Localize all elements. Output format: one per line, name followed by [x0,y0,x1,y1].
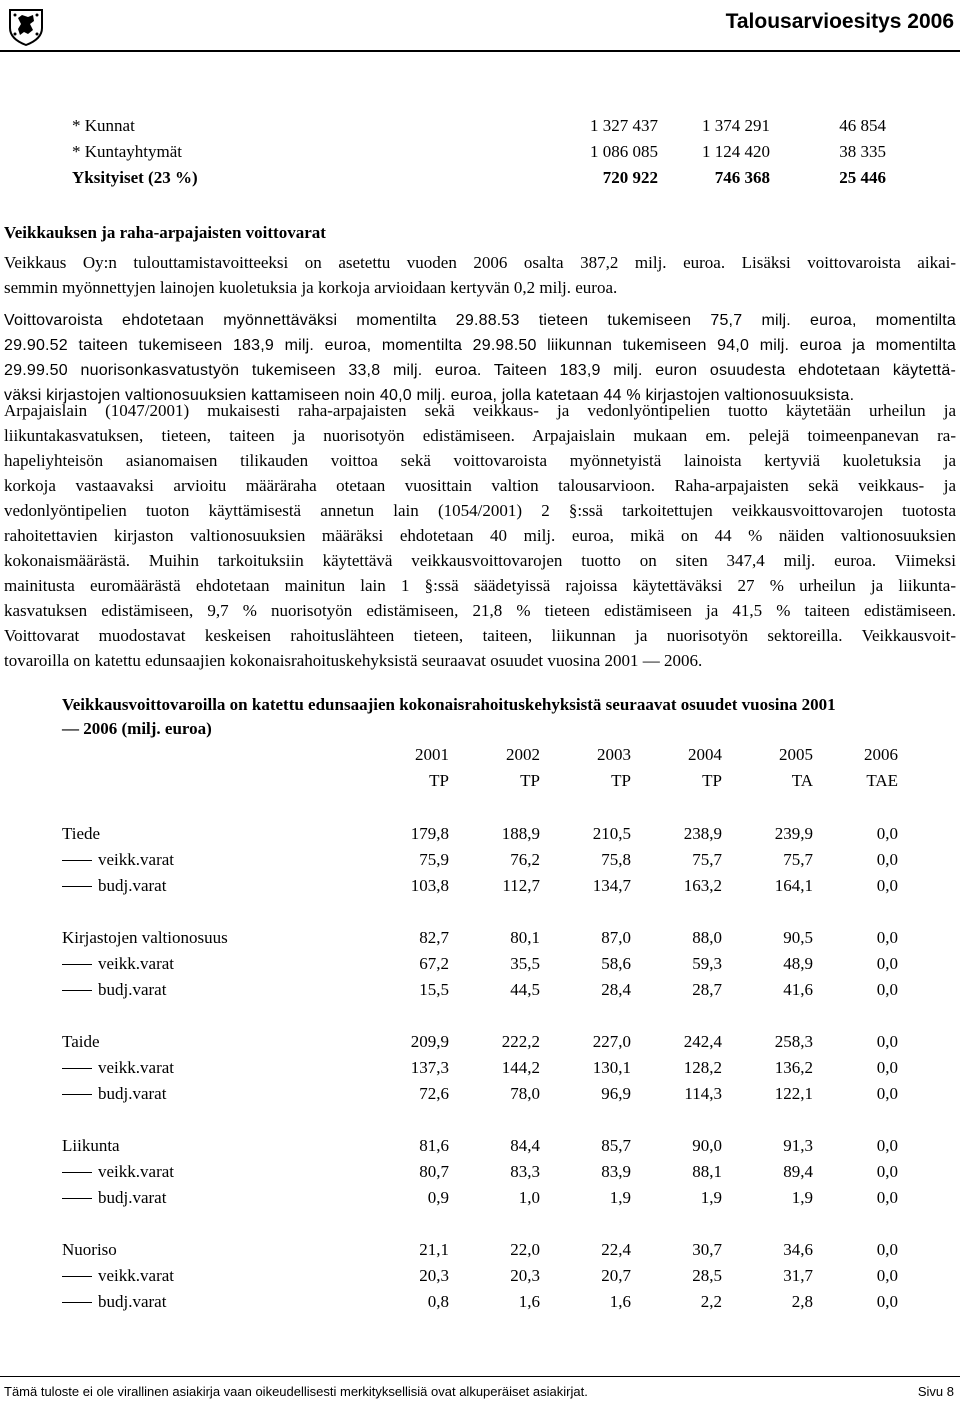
table-cell: 21,1 [419,1240,449,1259]
table-cell: 242,4 [683,1032,722,1051]
paragraph-line: 29.99.50 nuorisonkasvatustyön tukemiseen 33,8 milj. euroa. Taiteen 183,9 milj. euron osuudesta ehdotetaan käytettä- [4,362,956,379]
paragraph-line: tovaroilla on katettu edunsaajien kokonaisrahoituskehyksistä seuraavat osuudet vuosina 2001 — 2006. [4,651,703,670]
table-cell: 137,3 [410,1058,449,1077]
paragraph-line: Arpajaislain (1047/2001) mukaisesti raha-arpajaisten sekä veikkaus- ja vedonlyöntipelien tuotto käytetään urheilun ja [4,401,956,420]
row-label: veikk.varat [98,954,174,973]
table-row [62,1237,117,1262]
year-header: 2003 [597,745,631,764]
table-cell: 1 327 437 [590,116,658,135]
table-cell: 114,3 [684,1084,722,1103]
coat-of-arms-logo [6,6,46,46]
section-heading: Veikkauksen ja raha-arpajaisten voittovarat [4,223,326,242]
table-cell: 112,7 [502,876,540,895]
table-cell: 75,7 [783,850,813,869]
table-row [62,847,174,872]
table-cell: 48,9 [783,954,813,973]
table-cell: 720 922 [602,168,658,187]
type-header: TAE [866,771,898,790]
table-row [62,977,166,1002]
table-row [62,925,228,950]
row-label: Nuoriso [62,1240,117,1259]
table-row [62,1133,120,1158]
table-cell: 78,0 [510,1084,540,1103]
table-cell: 83,3 [510,1162,540,1181]
table-cell: 2,2 [700,1292,722,1311]
paragraph-line: 29.90.52 taiteen tukemiseen 183,9 milj. euroa, momentilta 29.98.50 liikunnan tukemiseen 94,0 milj. euroa ja momentilta [4,337,956,354]
table-cell: 87,0 [601,928,631,947]
table-cell: 1,9 [609,1188,631,1207]
table-cell: 1 374 291 [702,116,770,135]
year-header: 2001 [415,745,449,764]
table-cell: 28,4 [601,980,631,999]
table-row [62,1263,174,1288]
paragraph-line: Voittovaroista ehdotetaan myönnettäväksi momentilta 29.88.53 tieteen tukemiseen 75,7 milj. euroa, momentilta [4,312,956,329]
table-cell: 28,7 [692,980,722,999]
year-header: 2002 [506,745,540,764]
table-row [62,1081,166,1106]
footer-disclaimer: Tämä tuloste ei ole virallinen asiakirja vaan oikeudellisesti merkityksellisiä ovat alkuperäiset asiakirjat. [4,1384,588,1399]
table-cell: 20,3 [510,1266,540,1285]
table-cell: 59,3 [692,954,722,973]
table-cell: 2,8 [791,1292,813,1311]
table-cell: 75,9 [419,850,449,869]
table-cell: 0,0 [876,1266,898,1285]
table-cell: 0,0 [876,850,898,869]
table-row [62,1159,174,1184]
table-cell: 20,3 [419,1266,449,1285]
table-row [62,1289,166,1314]
table-cell: 88,1 [692,1162,722,1181]
table-cell: 41,6 [783,980,813,999]
table-cell: 188,9 [501,824,540,843]
table-row-label: Yksityiset (23 %) [72,168,198,187]
type-header: TA [791,771,813,790]
table-cell: 84,4 [510,1136,540,1155]
table-cell: 0,0 [876,980,898,999]
table-cell: 0,0 [876,1240,898,1259]
table-cell: 136,2 [774,1058,813,1077]
table-cell: 15,5 [419,980,449,999]
table-cell: 80,7 [419,1162,449,1181]
table-cell: 0,0 [876,1188,898,1207]
table-title: Veikkausvoittovaroilla on katettu edunsaajien kokonaisrahoituskehyksistä seuraavat osuudet vuosina 2001 [62,695,836,714]
paragraph-line: liikuntakasvatuksen, tieteen, taiteen ja nuorisotyön edistämiseen. Arpajaislain mukaan em. pelejä toimeenpanevan ra- [4,426,956,445]
table-cell: 67,2 [419,954,449,973]
table-cell: 0,0 [876,1032,898,1051]
paragraph-lottery-act [4,398,956,673]
table-cell: 222,2 [501,1032,540,1051]
table-cell: 20,7 [601,1266,631,1285]
table-cell: 83,9 [601,1162,631,1181]
table-cell: 209,9 [410,1032,449,1051]
type-header: TP [611,771,631,790]
table-cell: 1,9 [791,1188,813,1207]
row-label: budj.varat [98,980,167,999]
table-cell: 1,0 [518,1188,540,1207]
table-row-label: * Kunnat [72,116,135,135]
table-cell: 258,3 [774,1032,813,1051]
table-cell: 179,8 [410,824,449,843]
footer-divider [0,1376,960,1377]
table-cell: 1,6 [609,1292,631,1311]
table-cell: 88,0 [692,928,722,947]
year-header: 2004 [688,745,722,764]
row-label: veikk.varat [98,1266,174,1285]
table-cell: 128,2 [683,1058,722,1077]
year-header: 2005 [779,745,813,764]
table-cell: 0,0 [876,824,898,843]
table-cell: 1,6 [518,1292,540,1311]
row-label: budj.varat [98,876,167,895]
table-cell: 91,3 [783,1136,813,1155]
em-dash [62,1276,92,1277]
table-cell: 1 086 085 [590,142,658,161]
page-number: Sivu 8 [917,1384,954,1399]
table-cell: 75,7 [692,850,722,869]
paragraph-line: väksi kirjastojen valtionosuuksien kattamiseen noin 40,0 milj. euroa, jolla katetaan 44 % kirjastojen valtionosuuksista. [4,387,855,404]
table-cell: 0,0 [876,954,898,973]
table-cell: 82,7 [419,928,449,947]
table-row-label: * Kuntayhtymät [72,142,183,161]
table-cell: 0,0 [876,1058,898,1077]
em-dash [62,860,92,861]
table-cell: 144,2 [501,1058,540,1077]
row-label: veikk.varat [98,850,174,869]
paragraph-line: Voittovarat muodostavat keskeisen rahoituslähteen tieteen, taiteen, liikunnan ja nuorisotyön sektoreilla. Veikkausvoit- [4,626,956,645]
paragraph-line: Veikkaus Oy:n tulouttamistavoitteeksi on asetettu vuoden 2006 osalta 387,2 milj. euroa. Lisäksi voittovaroista aikai- [4,253,956,272]
table-cell: 122,1 [774,1084,813,1103]
table-cell: 31,7 [783,1266,813,1285]
table-cell: 44,5 [510,980,540,999]
row-label: Taide [62,1032,100,1051]
table-cell: 30,7 [692,1240,722,1259]
em-dash [62,1068,92,1069]
em-dash [62,1198,92,1199]
table-cell: 96,9 [601,1084,631,1103]
table-cell: 28,5 [692,1266,722,1285]
table-cell: 1,9 [700,1188,722,1207]
row-label: Kirjastojen valtionosuus [62,928,228,947]
table-row [62,873,166,898]
table-row [62,1029,100,1054]
paragraph-line: kasvatuksen edistämiseen, 9,7 % nuorisotyön edistämiseen, 21,8 % tieteen edistämiseen ja 41,5 % taiteen edistämiseen. [4,601,956,620]
table-cell: 103,8 [410,876,449,895]
row-label: Liikunta [62,1136,120,1155]
em-dash [62,1094,92,1095]
table-cell: 164,1 [774,876,813,895]
table-cell: 0,0 [876,1292,898,1311]
table-row [62,1185,166,1210]
table-cell: 0,0 [876,1084,898,1103]
type-header: TP [702,771,722,790]
table-cell: 90,5 [783,928,813,947]
em-dash [62,964,92,965]
table-cell: 35,5 [510,954,540,973]
table-cell: 76,2 [510,850,540,869]
paragraph-line: korkoja vastaavaksi arvioitu määräraha otetaan vuosittain valtion talousarvioon. Raha-arpajaisten sekä veikkaus- ja [4,476,956,495]
table-cell: 46 854 [839,116,886,135]
em-dash [62,1172,92,1173]
table-cell: 239,9 [774,824,813,843]
table-cell: 130,1 [592,1058,631,1077]
table-cell: 80,1 [510,928,540,947]
table-cell: 25 446 [839,168,886,187]
table-cell: 0,0 [876,1136,898,1155]
year-header: 2006 [864,745,898,764]
table-row [62,1055,174,1080]
table-title-cont: — 2006 (milj. euroa) [62,719,212,738]
row-label: veikk.varat [98,1058,174,1077]
em-dash [62,886,92,887]
table-cell: 0,0 [876,876,898,895]
table-cell: 89,4 [783,1162,813,1181]
row-label: veikk.varat [98,1162,174,1181]
table-cell: 81,6 [419,1136,449,1155]
row-label: budj.varat [98,1292,167,1311]
paragraph-revenue [4,250,956,300]
table-cell: 227,0 [592,1032,631,1051]
table-cell: 22,4 [601,1240,631,1259]
table-cell: 210,5 [592,824,631,843]
table-cell: 75,8 [601,850,631,869]
table-cell: 0,8 [427,1292,449,1311]
table-cell: 58,6 [601,954,631,973]
row-label: budj.varat [98,1084,167,1103]
paragraph-line: hapeliyhteisön asianomaisen tilikauden voittoa sekä voittovaroista myönnetyistä lainoista kertyviä kuoletuksia ja [4,451,956,470]
table-row [62,951,174,976]
em-dash [62,1302,92,1303]
table-cell: 746 368 [714,168,770,187]
type-header: TP [429,771,449,790]
row-label: budj.varat [98,1188,167,1207]
paragraph-line: semmin myönnettyjen lainojen kuoletuksia ja korkoja arvioidaan kertyvän 0,2 milj. euroa. [4,278,618,297]
paragraph-line: mainitusta euromäärästä ehdotetaan mainitun lain 1 §:ssä säädetyissä rajoissa käytettäväksi 27 % urheilun ja liikunta- [4,576,956,595]
table-cell: 72,6 [419,1084,449,1103]
row-label: Tiede [62,824,101,843]
table-cell: 1 124 420 [702,142,770,161]
header-divider [0,50,960,52]
table-cell: 134,7 [592,876,631,895]
table-cell: 22,0 [510,1240,540,1259]
table-cell: 163,2 [683,876,722,895]
table-row [62,821,100,846]
table-cell: 34,6 [783,1240,813,1259]
paragraph-line: rahoitettavien kirjaston valtionosuuksien määräksi ehdotetaan 40 milj. euroa, mikä on 44 % näiden valtionosuuksien [4,526,956,545]
document-title: Talousarvioesitys 2006 [725,10,954,33]
paragraph-line: vedonlyöntipelien tuoton käyttämisestä annetun lain (1054/2001) 2 §:ssä tarkoitettujen veikkausvoittovarojen tuotosta [4,501,956,520]
paragraph-line: kokonaismäärästä. Muihin tarkoituksiin käytettävä veikkausvoittovarojen tuotto on siten 347,4 milj. euroa. Viimeksi [4,551,956,570]
em-dash [62,990,92,991]
table-cell: 90,0 [692,1136,722,1155]
paragraph-allocations [4,308,956,408]
table-cell: 0,0 [876,928,898,947]
table-cell: 0,0 [876,1162,898,1181]
table-cell: 0,9 [427,1188,449,1207]
table-cell: 38 335 [839,142,886,161]
table-cell: 85,7 [601,1136,631,1155]
table-cell: 238,9 [683,824,722,843]
type-header: TP [520,771,540,790]
